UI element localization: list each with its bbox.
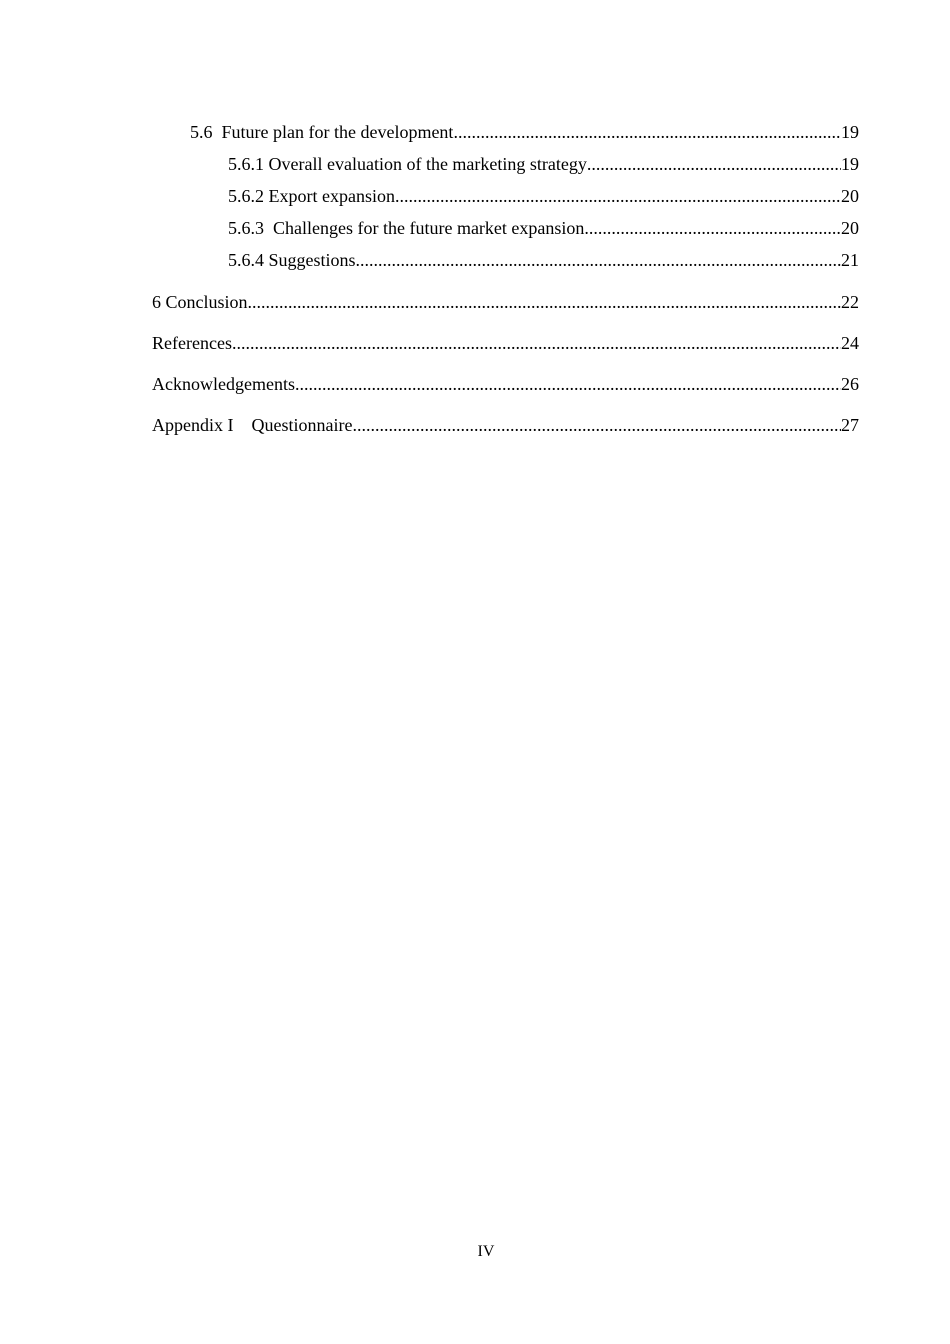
toc-entry-page: 20 [841, 218, 859, 238]
toc-entry[interactable] [152, 120, 859, 144]
toc-entry-page: 26 [841, 374, 859, 394]
toc-entry-title: 5.6.2 Export expansion [228, 186, 395, 206]
toc-entry-page: 21 [841, 250, 859, 270]
toc-entry-title: References [152, 333, 232, 353]
toc-entry-title: 5.6.1 Overall evaluation of the marketing strategy [228, 154, 587, 174]
table-of-contents [152, 120, 859, 454]
toc-entry-page: 22 [841, 292, 859, 312]
toc-leader-dots [352, 413, 841, 437]
toc-entry-title: Acknowledgements [152, 374, 295, 394]
toc-entry-page: 24 [841, 333, 859, 353]
toc-entry-title: 6 Conclusion [152, 292, 248, 312]
toc-leader-dots [295, 372, 841, 396]
toc-leader-dots [584, 216, 841, 240]
toc-entry-page: 20 [841, 186, 859, 206]
toc-entry-page: 27 [841, 415, 859, 435]
page-number: IV [477, 1243, 495, 1260]
toc-leader-dots [356, 248, 841, 272]
toc-leader-dots [587, 152, 841, 176]
toc-entry[interactable] [152, 413, 859, 437]
toc-leader-dots [248, 290, 841, 314]
toc-entry[interactable] [152, 216, 859, 240]
toc-entry[interactable] [152, 248, 859, 272]
toc-entry[interactable] [152, 331, 859, 355]
toc-entry-page: 19 [841, 154, 859, 174]
toc-entry[interactable] [152, 372, 859, 396]
toc-entry-title: 5.6.3 Challenges for the future market expansion [228, 218, 585, 238]
toc-entry-title: Appendix I Questionnaire [152, 415, 353, 435]
toc-entry[interactable] [152, 184, 859, 208]
toc-entry-title: 5.6 Future plan for the development [190, 122, 454, 142]
toc-leader-dots [453, 120, 841, 144]
toc-leader-dots [395, 184, 841, 208]
toc-entry-title: 5.6.4 Suggestions [228, 250, 356, 270]
toc-entry-page: 19 [841, 122, 859, 142]
toc-leader-dots [232, 331, 841, 355]
toc-entry[interactable] [152, 290, 859, 314]
toc-entry[interactable] [152, 152, 859, 176]
